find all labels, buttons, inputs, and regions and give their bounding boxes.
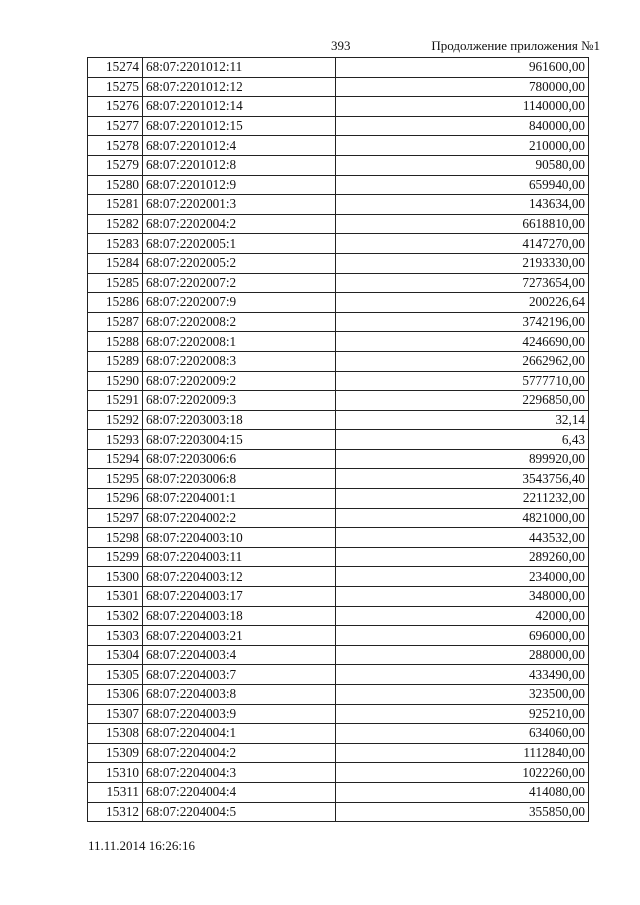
table-row: [88, 489, 589, 509]
row-number: 15277: [88, 116, 143, 136]
cadastral-number: 68:07:2204003:21: [143, 626, 336, 646]
table-row: [88, 253, 589, 273]
cadastral-number: 68:07:2202007:9: [143, 293, 336, 313]
cadastral-number: 68:07:2204003:12: [143, 567, 336, 587]
row-number: 15291: [88, 391, 143, 411]
cadastral-number: 68:07:2201012:9: [143, 175, 336, 195]
row-number: 15311: [88, 782, 143, 802]
cadastral-number: 68:07:2204003:4: [143, 645, 336, 665]
cadastral-number: 68:07:2201012:15: [143, 116, 336, 136]
row-number: 15279: [88, 155, 143, 175]
cadastral-number: 68:07:2202008:1: [143, 332, 336, 352]
row-number: 15297: [88, 508, 143, 528]
table-row: [88, 214, 589, 234]
table-row: [88, 391, 589, 411]
row-number: 15296: [88, 489, 143, 509]
cadastral-number: 68:07:2204003:10: [143, 528, 336, 548]
row-number: 15280: [88, 175, 143, 195]
cadastral-value: 2296850,00: [336, 391, 589, 411]
page-number: 393: [331, 38, 351, 53]
cadastral-value: 1112840,00: [336, 743, 589, 763]
cadastral-number: 68:07:2204003:18: [143, 606, 336, 626]
registry-table-body: [88, 58, 589, 822]
cadastral-value: 634060,00: [336, 724, 589, 744]
row-number: 15312: [88, 802, 143, 822]
cadastral-number: 68:07:2202005:1: [143, 234, 336, 254]
row-number: 15285: [88, 273, 143, 293]
table-row: [88, 234, 589, 254]
cadastral-value: 659940,00: [336, 175, 589, 195]
cadastral-value: 355850,00: [336, 802, 589, 822]
cadastral-value: 5777710,00: [336, 371, 589, 391]
table-row: [88, 430, 589, 450]
table-row: [88, 704, 589, 724]
row-number: 15306: [88, 685, 143, 705]
cadastral-value: 1140000,00: [336, 97, 589, 117]
cadastral-number: 68:07:2204004:1: [143, 724, 336, 744]
row-number: 15288: [88, 332, 143, 352]
cadastral-number: 68:07:2202007:2: [143, 273, 336, 293]
row-number: 15302: [88, 606, 143, 626]
cadastral-value: 90580,00: [336, 155, 589, 175]
cadastral-number: 68:07:2201012:4: [143, 136, 336, 156]
table-row: [88, 195, 589, 215]
row-number: 15298: [88, 528, 143, 548]
cadastral-number: 68:07:2204003:7: [143, 665, 336, 685]
cadastral-value: 288000,00: [336, 645, 589, 665]
cadastral-number: 68:07:2203004:15: [143, 430, 336, 450]
cadastral-value: 961600,00: [336, 58, 589, 78]
cadastral-value: 4246690,00: [336, 332, 589, 352]
cadastral-value: 899920,00: [336, 449, 589, 469]
cadastral-number: 68:07:2204003:11: [143, 547, 336, 567]
cadastral-number: 68:07:2202004:2: [143, 214, 336, 234]
cadastral-value: 3543756,40: [336, 469, 589, 489]
cadastral-number: 68:07:2201012:12: [143, 77, 336, 97]
table-row: [88, 273, 589, 293]
table-row: [88, 724, 589, 744]
table-row: [88, 743, 589, 763]
cadastral-value: 840000,00: [336, 116, 589, 136]
cadastral-value: 6618810,00: [336, 214, 589, 234]
table-row: [88, 449, 589, 469]
row-number: 15300: [88, 567, 143, 587]
row-number: 15299: [88, 547, 143, 567]
cadastral-value: 433490,00: [336, 665, 589, 685]
cadastral-value: 200226,64: [336, 293, 589, 313]
table-row: [88, 665, 589, 685]
row-number: 15276: [88, 97, 143, 117]
table-row: [88, 547, 589, 567]
table-row: [88, 469, 589, 489]
table-row: [88, 58, 589, 78]
row-number: 15290: [88, 371, 143, 391]
row-number: 15284: [88, 253, 143, 273]
table-row: [88, 645, 589, 665]
row-number: 15283: [88, 234, 143, 254]
table-row: [88, 77, 589, 97]
cadastral-value: 143634,00: [336, 195, 589, 215]
table-row: [88, 802, 589, 822]
row-number: 15303: [88, 626, 143, 646]
table-row: [88, 528, 589, 548]
cadastral-number: 68:07:2201012:8: [143, 155, 336, 175]
cadastral-number: 68:07:2204003:8: [143, 685, 336, 705]
table-row: [88, 410, 589, 430]
registry-table: [87, 57, 589, 822]
table-row: [88, 155, 589, 175]
cadastral-value: 414080,00: [336, 782, 589, 802]
cadastral-number: 68:07:2202009:3: [143, 391, 336, 411]
row-number: 15287: [88, 312, 143, 332]
cadastral-number: 68:07:2202001:3: [143, 195, 336, 215]
cadastral-number: 68:07:2204004:4: [143, 782, 336, 802]
continuation-title: Продолжение приложения №1: [431, 38, 600, 53]
table-row: [88, 351, 589, 371]
row-number: 15281: [88, 195, 143, 215]
table-row: [88, 567, 589, 587]
cadastral-number: 68:07:2202008:2: [143, 312, 336, 332]
row-number: 15295: [88, 469, 143, 489]
cadastral-number: 68:07:2204003:9: [143, 704, 336, 724]
table-row: [88, 371, 589, 391]
row-number: 15275: [88, 77, 143, 97]
cadastral-value: 2662962,00: [336, 351, 589, 371]
cadastral-value: 6,43: [336, 430, 589, 450]
table-row: [88, 293, 589, 313]
row-number: 15310: [88, 763, 143, 783]
row-number: 15308: [88, 724, 143, 744]
row-number: 15301: [88, 587, 143, 607]
cadastral-value: 234000,00: [336, 567, 589, 587]
cadastral-number: 68:07:2204001:1: [143, 489, 336, 509]
cadastral-value: 4821000,00: [336, 508, 589, 528]
print-timestamp: 11.11.2014 16:26:16: [88, 838, 196, 853]
row-number: 15304: [88, 645, 143, 665]
cadastral-value: 42000,00: [336, 606, 589, 626]
cadastral-value: 4147270,00: [336, 234, 589, 254]
row-number: 15282: [88, 214, 143, 234]
cadastral-value: 2193330,00: [336, 253, 589, 273]
cadastral-number: 68:07:2204002:2: [143, 508, 336, 528]
cadastral-value: 3742196,00: [336, 312, 589, 332]
cadastral-number: 68:07:2204004:5: [143, 802, 336, 822]
table-row: [88, 97, 589, 117]
table-row: [88, 332, 589, 352]
cadastral-number: 68:07:2201012:11: [143, 58, 336, 78]
cadastral-number: 68:07:2203003:18: [143, 410, 336, 430]
cadastral-value: 289260,00: [336, 547, 589, 567]
row-number: 15294: [88, 449, 143, 469]
table-row: [88, 136, 589, 156]
row-number: 15292: [88, 410, 143, 430]
row-number: 15309: [88, 743, 143, 763]
table-row: [88, 312, 589, 332]
cadastral-value: 7273654,00: [336, 273, 589, 293]
cadastral-number: 68:07:2202005:2: [143, 253, 336, 273]
row-number: 15305: [88, 665, 143, 685]
cadastral-number: 68:07:2202009:2: [143, 371, 336, 391]
table-row: [88, 763, 589, 783]
cadastral-number: 68:07:2201012:14: [143, 97, 336, 117]
row-number: 15289: [88, 351, 143, 371]
row-number: 15278: [88, 136, 143, 156]
table-row: [88, 782, 589, 802]
cadastral-value: 780000,00: [336, 77, 589, 97]
row-number: 15307: [88, 704, 143, 724]
table-row: [88, 587, 589, 607]
row-number: 15293: [88, 430, 143, 450]
row-number: 15274: [88, 58, 143, 78]
cadastral-number: 68:07:2204004:2: [143, 743, 336, 763]
table-row: [88, 685, 589, 705]
cadastral-value: 1022260,00: [336, 763, 589, 783]
cadastral-value: 348000,00: [336, 587, 589, 607]
table-row: [88, 175, 589, 195]
cadastral-number: 68:07:2203006:6: [143, 449, 336, 469]
cadastral-value: 210000,00: [336, 136, 589, 156]
cadastral-value: 32,14: [336, 410, 589, 430]
cadastral-number: 68:07:2204004:3: [143, 763, 336, 783]
cadastral-number: 68:07:2204003:17: [143, 587, 336, 607]
cadastral-value: 443532,00: [336, 528, 589, 548]
cadastral-value: 323500,00: [336, 685, 589, 705]
table-row: [88, 626, 589, 646]
cadastral-value: 2211232,00: [336, 489, 589, 509]
table-row: [88, 606, 589, 626]
cadastral-number: 68:07:2202008:3: [143, 351, 336, 371]
cadastral-value: 925210,00: [336, 704, 589, 724]
table-row: [88, 116, 589, 136]
row-number: 15286: [88, 293, 143, 313]
cadastral-number: 68:07:2203006:8: [143, 469, 336, 489]
table-row: [88, 508, 589, 528]
cadastral-value: 696000,00: [336, 626, 589, 646]
